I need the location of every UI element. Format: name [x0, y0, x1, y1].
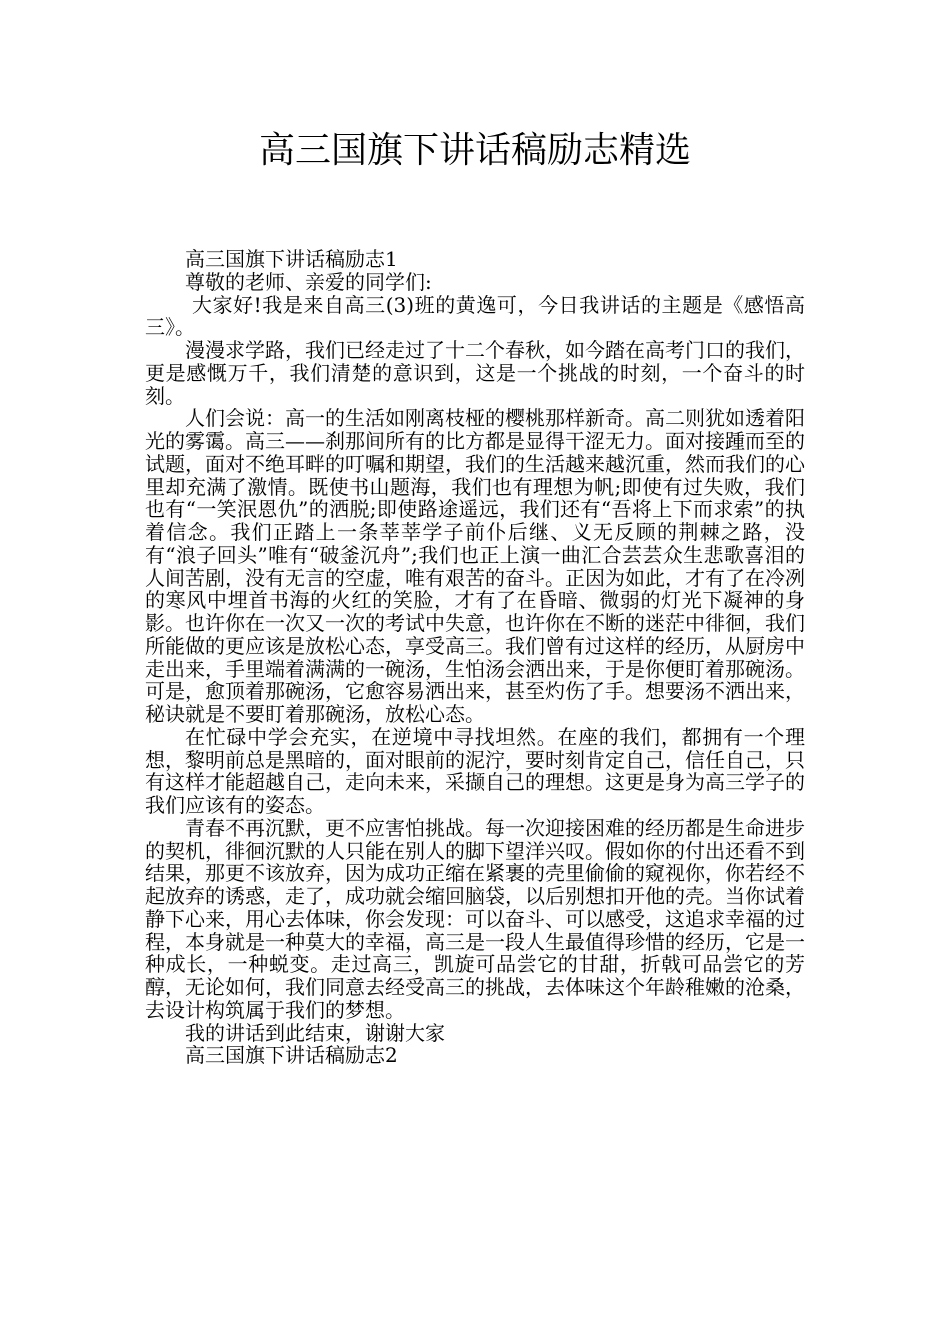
section-heading-2: 高三国旗下讲话稿励志2 — [185, 1043, 398, 1068]
paragraph: 人们会说：高一的生活如刚离枝桠的樱桃那样新奇。高二则犹如透着阳光的雾霭。高三——刹那间所有的比方都是显得干涩无力。面对接踵而至的试题，面对不绝耳畔的叮嘱和期望，我们的生活越来越沉重，然而我们的心里却充满了激情。既使书山题海，我们也有理想为帆;即使有过失败，我们也有“一笑泯恩仇”的洒脱;即使路途遥远，我们还有“吾将上下而求索”的执着信念。我们正踏上一条莘莘学子前仆后继、义无反顾的荆棘之路，没有“浪子回头”唯有“破釜沉舟”;我们也正上演一曲汇合芸芸众生悲歌喜泪的人间苦剧，没有无言的空虚，唯有艰苦的奋斗。正因为如此，才有了在冷冽的寒风中埋首书海的火红的笑脸，才有了在昏暗、微弱的灯光下凝神的身影。也许你在一次又一次的考试中失意，也许你在不断的迷茫中徘徊，我们所能做的更应该是放松心态，享受高三。我们曾有过这样的经历，从厨房中走出来，手里端着满满的一碗汤，生怕汤会洒出来，于是你便盯着那碗汤。可是，愈顶着那碗汤，它愈容易洒出来，甚至灼伤了手。想要汤不洒出来，秘诀就是不要盯着那碗汤，放松心态。 — [145, 406, 805, 726]
section-heading-1: 高三国旗下讲话稿励志1 — [185, 247, 398, 271]
document-body — [145, 248, 805, 1067]
salutation: 尊敬的老师、亲爱的同学们: — [185, 269, 432, 294]
paragraph: 在忙碌中学会充实，在逆境中寻找坦然。在座的我们，都拥有一个理想，黎明前总是黑暗的，面对眼前的泥泞，要时刻肯定自己，信任自己，只有这样才能超越自己，走向未来，采撷自己的理想。这更是身为高三学子的我们应该有的姿态。 — [145, 724, 805, 817]
paragraph: 青春不再沉默，更不应害怕挑战。每一次迎接困难的经历都是生命进步的契机，徘徊沉默的人只能在别人的脚下望洋兴叹。假如你的付出还看不到结果，那更不该放弃，因为成功正缩在紧裹的壳里偷偷的窥视你，你若经不起放弃的诱惑，走了，成功就会缩回脑袋，以后别想扣开他的壳。当你试着静下心来，用心去体味，你会发现：可以奋斗、可以感受，这追求幸福的过程，本身就是一种莫大的幸福，高三是一段人生最值得珍惜的经历，它是一种成长，一种蜕变。走过高三，凯旋可品尝它的甘甜，折戟可品尝它的芳醇，无论如何，我们同意去经受高三的挑战，去体味这个年龄稚嫩的沧桑，去设计构筑属于我们的梦想。 — [145, 815, 805, 1022]
document-title: 高三国旗下讲话稿励志精选 — [258, 130, 691, 171]
closing-line: 我的讲话到此结束，谢谢大家 — [185, 1020, 445, 1045]
paragraph-greeting: 大家好!我是来自高三(3)班的黄逸可，今日我讲话的主题是《感悟高三》。 — [145, 292, 805, 340]
paragraph: 漫漫求学路，我们已经走过了十二个春秋，如今踏在高考门口的我们，更是感慨万千，我们清楚的意识到，这是一个挑战的时刻，一个奋斗的时刻。 — [145, 338, 805, 408]
